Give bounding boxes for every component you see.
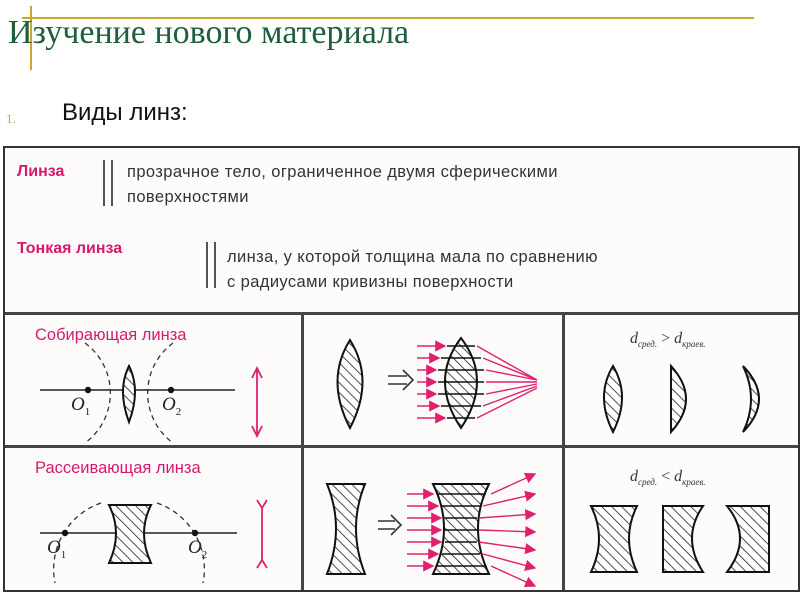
thickness-comparison-diverging: $d_{сред.} < d_{краев.}$ — [630, 468, 706, 488]
definition-term-thin-lens: Тонкая линза — [17, 240, 123, 257]
slide-subtitle: Виды линз: — [62, 99, 188, 126]
diverging-lens-rays — [327, 474, 535, 586]
thickness-comparison-converging: $d_{сред.} > d_{краев.}$ — [630, 330, 706, 350]
diverging-lens-shapes — [591, 506, 769, 572]
lens-diagrams — [5, 148, 800, 592]
converging-lens-rays — [338, 338, 538, 428]
focus-label-o2: $O_2$ — [188, 537, 208, 561]
lens-types-panel — [3, 146, 800, 592]
focus-label-o1: $O_1$ — [47, 537, 67, 561]
definition-line: прозрачное тело, ограниченное двумя сферическими — [127, 163, 558, 181]
definition-line: с радиусами кривизны поверхности — [227, 273, 514, 291]
definition-line: поверхностями — [127, 188, 249, 206]
converging-lens-construction — [40, 343, 262, 443]
converging-lens-shapes — [604, 366, 759, 432]
focus-label-o1: $O_1$ — [71, 394, 91, 418]
converging-lens-label: Собирающая линза — [35, 326, 187, 344]
list-number: 1. — [6, 111, 16, 126]
focus-label-o2: $O_2$ — [162, 394, 182, 418]
definition-line: линза, у которой толщина мала по сравнению — [227, 248, 598, 266]
definition-term-lens: Линза — [17, 163, 65, 180]
diverging-lens-label: Рассеивающая линза — [35, 459, 201, 477]
diverging-lens-construction — [40, 500, 267, 583]
slide-title: Изучение нового материала — [8, 14, 410, 51]
